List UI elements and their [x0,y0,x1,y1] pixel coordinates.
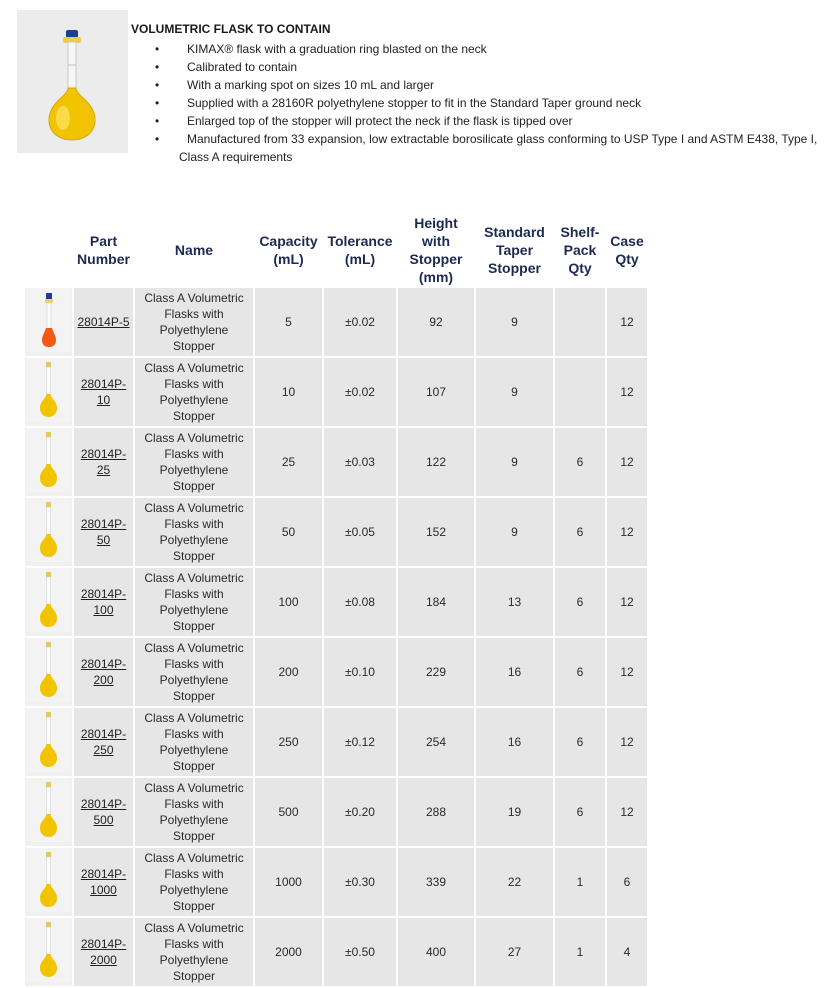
height-cell: 288 [398,778,474,846]
capacity-cell: 1000 [255,848,322,916]
shelf-pack-cell [555,288,605,356]
column-header-part-number: Part Number [74,214,133,286]
capacity-cell: 25 [255,428,322,496]
feature-item: • Manufactured from 33 expansion, low extractable borosilicate glass conforming to USP Type I and ASTM E438, Type I, [155,130,830,148]
part-number-cell [74,708,133,776]
case-qty-cell: 12 [607,708,647,776]
table-row [25,358,647,426]
row-image [25,708,72,776]
capacity-cell: 100 [255,568,322,636]
part-number-link[interactable]: 28014P- 2000 [80,937,127,967]
capacity-cell: 500 [255,778,322,846]
column-header-tolerance: Tolerance (mL) [324,214,396,286]
shelf-pack-cell [555,358,605,426]
table-row [25,498,647,566]
stopper-cell: 9 [476,428,553,496]
stopper-cell: 19 [476,778,553,846]
flask-thumbnail-icon [26,708,71,772]
part-number-link[interactable]: 28014P- 50 [80,517,127,547]
column-header-name: Name [135,214,253,286]
case-qty-cell: 12 [607,778,647,846]
table-row [25,778,647,846]
height-cell: 122 [398,428,474,496]
shelf-pack-cell: 6 [555,568,605,636]
shelf-pack-cell: 6 [555,428,605,496]
feature-item: • Enlarged top of the stopper will protect the neck if the flask is tipped over [155,112,830,130]
feature-item: • KIMAX® flask with a graduation ring blasted on the neck [155,40,830,58]
product-table [23,212,649,988]
tolerance-cell: ±0.12 [324,708,396,776]
tolerance-cell: ±0.30 [324,848,396,916]
height-cell: 254 [398,708,474,776]
shelf-pack-cell: 6 [555,498,605,566]
height-cell: 339 [398,848,474,916]
capacity-cell: 2000 [255,918,322,986]
name-cell: Class A Volumetric Flasks with Polyethylene Stopper [135,288,253,356]
row-image [25,848,72,916]
feature-item: • With a marking spot on sizes 10 mL and larger [155,76,830,94]
shelf-pack-cell: 1 [555,918,605,986]
height-cell: 92 [398,288,474,356]
tolerance-cell: ±0.10 [324,638,396,706]
table-row [25,288,647,356]
flask-thumbnail-icon [26,638,71,702]
tolerance-cell: ±0.05 [324,498,396,566]
height-cell: 400 [398,918,474,986]
table-row [25,918,647,986]
case-qty-cell: 12 [607,288,647,356]
capacity-cell: 200 [255,638,322,706]
part-number-link[interactable]: 28014P- 100 [80,587,127,617]
part-number-cell [74,848,133,916]
volumetric-flask-icon [17,10,128,153]
flask-thumbnail-icon [26,568,71,632]
name-cell: Class A Volumetric Flasks with Polyethylene Stopper [135,638,253,706]
shelf-pack-cell: 6 [555,638,605,706]
column-header-standard-taper-stopper: Standard Taper Stopper [476,214,553,286]
case-qty-cell: 6 [607,848,647,916]
part-number-cell [74,288,133,356]
table-row [25,428,647,496]
column-header-height: Height with Stopper (mm) [398,214,474,286]
row-image [25,638,72,706]
height-cell: 107 [398,358,474,426]
name-cell: Class A Volumetric Flasks with Polyethylene Stopper [135,498,253,566]
flask-thumbnail-icon [26,848,71,912]
image-column-header [25,214,72,286]
name-cell: Class A Volumetric Flasks with Polyethylene Stopper [135,428,253,496]
part-number-link[interactable]: 28014P- 1000 [80,867,127,897]
flask-thumbnail-icon [26,918,71,982]
stopper-cell: 27 [476,918,553,986]
part-number-link[interactable]: 28014P- 25 [80,447,127,477]
part-number-link[interactable]: 28014P- 500 [80,797,127,827]
feature-item: • Supplied with a 28160R polyethylene stopper to fit in the Standard Taper ground neck [155,94,830,112]
stopper-cell: 13 [476,568,553,636]
product-image [17,10,128,153]
table-row [25,638,647,706]
case-qty-cell: 12 [607,498,647,566]
feature-item-continuation: Class A requirements [179,150,293,164]
product-title: VOLUMETRIC FLASK TO CONTAIN [131,22,331,36]
tolerance-cell: ±0.02 [324,358,396,426]
part-number-cell [74,358,133,426]
feature-item: • Calibrated to contain [155,58,830,76]
flask-thumbnail-icon [26,498,71,562]
table-row [25,848,647,916]
part-number-cell [74,428,133,496]
table-header-row [25,214,647,286]
row-image [25,568,72,636]
stopper-cell: 9 [476,288,553,356]
part-number-cell [74,568,133,636]
stopper-cell: 9 [476,358,553,426]
name-cell: Class A Volumetric Flasks with Polyethylene Stopper [135,708,253,776]
capacity-cell: 10 [255,358,322,426]
tolerance-cell: ±0.50 [324,918,396,986]
tolerance-cell: ±0.20 [324,778,396,846]
flask-thumbnail-icon [26,288,71,352]
table-body [25,288,647,986]
height-cell: 184 [398,568,474,636]
part-number-link[interactable]: 28014P- 250 [80,727,127,757]
case-qty-cell: 12 [607,638,647,706]
name-cell: Class A Volumetric Flasks with Polyethylene Stopper [135,358,253,426]
row-image [25,918,72,986]
capacity-cell: 5 [255,288,322,356]
shelf-pack-cell: 6 [555,708,605,776]
feature-list [155,40,830,148]
case-qty-cell: 4 [607,918,647,986]
row-image [25,288,72,356]
capacity-cell: 50 [255,498,322,566]
column-header-case-qty: Case Qty [607,214,647,286]
part-number-cell [74,638,133,706]
part-number-cell [74,918,133,986]
column-header-shelf-pack-qty: Shelf- Pack Qty [555,214,605,286]
height-cell: 152 [398,498,474,566]
row-image [25,428,72,496]
tolerance-cell: ±0.02 [324,288,396,356]
column-header-capacity: Capacity (mL) [255,214,322,286]
stopper-cell: 16 [476,708,553,776]
height-cell: 229 [398,638,474,706]
stopper-cell: 16 [476,638,553,706]
case-qty-cell: 12 [607,428,647,496]
part-number-link[interactable]: 28014P-5 [77,315,130,329]
row-image [25,778,72,846]
stopper-cell: 22 [476,848,553,916]
name-cell: Class A Volumetric Flasks with Polyethylene Stopper [135,848,253,916]
part-number-cell [74,498,133,566]
table-row [25,568,647,636]
part-number-link[interactable]: 28014P- 10 [80,377,127,407]
shelf-pack-cell: 6 [555,778,605,846]
flask-thumbnail-icon [26,428,71,492]
row-image [25,358,72,426]
name-cell: Class A Volumetric Flasks with Polyethylene Stopper [135,568,253,636]
tolerance-cell: ±0.03 [324,428,396,496]
flask-thumbnail-icon [26,358,71,422]
part-number-link[interactable]: 28014P- 200 [80,657,127,687]
capacity-cell: 250 [255,708,322,776]
row-image [25,498,72,566]
tolerance-cell: ±0.08 [324,568,396,636]
case-qty-cell: 12 [607,568,647,636]
name-cell: Class A Volumetric Flasks with Polyethylene Stopper [135,778,253,846]
table-row [25,708,647,776]
case-qty-cell: 12 [607,358,647,426]
name-cell: Class A Volumetric Flasks with Polyethylene Stopper [135,918,253,986]
stopper-cell: 9 [476,498,553,566]
flask-thumbnail-icon [26,778,71,842]
shelf-pack-cell: 1 [555,848,605,916]
part-number-cell [74,778,133,846]
